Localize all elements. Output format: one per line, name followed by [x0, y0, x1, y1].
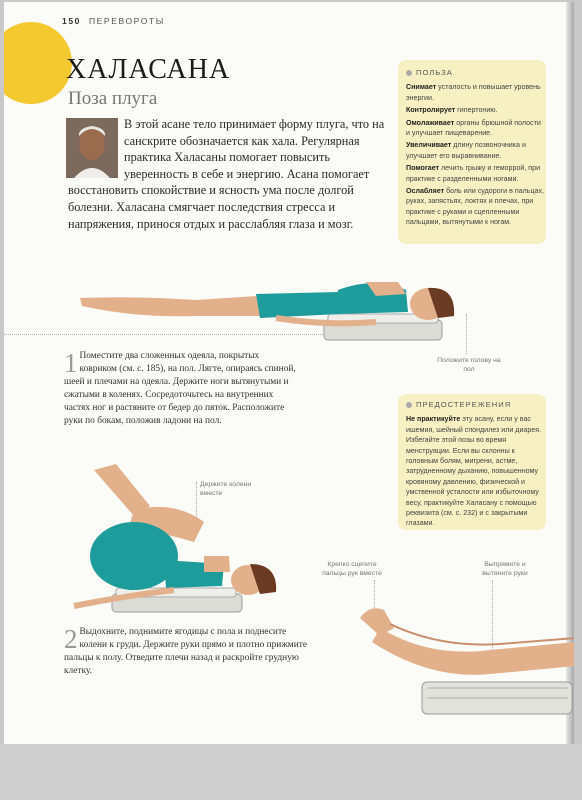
- yellow-circle-decoration: [4, 22, 72, 104]
- cautions-text: Не практикуйте эту асану, если у вас ишемия, шейный спондилез или диарея. Избегайте этой позы во время менструации. Если вы склонны к головным болям, мигрени, астме, затрудненному дыханию, повышенному кровяному давлению, физической и умственной усталости или избыточному весу, практикуйте Халасану с помощью реквизита (см. с. 232) и с закрытыми глазами.: [406, 415, 542, 528]
- cautions-heading: ПРЕДОСТЕРЕЖЕНИЯ: [406, 400, 546, 410]
- benefits-heading: ПОЛЬЗА: [406, 68, 546, 78]
- hand-clasp-detail-illustration: [350, 598, 574, 728]
- bullet-icon: [406, 402, 412, 408]
- scan-background: [0, 744, 582, 800]
- step-2-instructions: 2 Выдохните, поднимите ягодицы с пола и поднесите колени к груди. Держите руки прямо и плотно прижмите пальцы к полу. Отведите плечи назад и раскройте грудную клетку.: [64, 624, 308, 676]
- page-title: ХАЛАСАНА: [66, 54, 231, 85]
- bullet-icon: [406, 70, 412, 76]
- benefit-item: Снимает усталость и повышает уровень энергии.: [406, 83, 541, 102]
- benefit-item: Помогает лечить грыжу и геморрой, при практике с разделенными ногами.: [406, 164, 541, 183]
- cautions-panel: [398, 394, 546, 530]
- step-1-number: 1: [64, 348, 78, 378]
- benefit-item: Омолаживает органы брюшной полости и улучшает пищеварение.: [406, 118, 541, 138]
- caption-knees-together: Держите колени вместе: [200, 481, 252, 497]
- author-portrait: [66, 118, 118, 178]
- page-number: 150: [62, 16, 81, 26]
- book-page: [4, 2, 574, 744]
- step-1-instructions: 1 Поместите два сложенных одеяла, покрытых ковриком (см. с. 185), на пол. Лягте, опираясь спиной, шеей и плечами на одеяла. Держите ноги вытянутыми и сжатыми в коленях. Сосредоточьтесь на внутренних частях ног и растяните от бедер до пяток. Расположите руки по бокам, положив ладони на пол.: [64, 348, 296, 426]
- intro-text: В этой асане тело принимает форму плуга, что на санскрите обозначается как хала. Регулярная практика Халасаны помогает повысить уверенность в себе и энергию. Асана помогает восстановить спокойствие и ясность ума после долгой болезни. Халасана смягчает последствия стресса и напряжения, принося отдых и расслабляя глаза и мозг.: [68, 117, 385, 231]
- benefit-item: Увеличивает длину позвоночника и улучшает его выравнивание.: [406, 141, 526, 160]
- caption-clasp-fingers: Крепко сцепите пальцы рук вместе: [322, 561, 382, 577]
- section-name: ПЕРЕВОРОТЫ: [88, 16, 165, 26]
- caption-head-floor: Положите голову на пол: [437, 357, 501, 373]
- pose-1-lying-illustration: [76, 276, 516, 346]
- caption-pointer-line: [466, 314, 467, 354]
- page-subtitle: Поза плуга: [68, 88, 158, 109]
- benefits-panel: [398, 60, 546, 244]
- benefit-item: Контролирует гипертонию.: [406, 106, 498, 115]
- step-2-number: 2: [64, 624, 78, 654]
- benefits-list: [406, 82, 546, 227]
- pose-2-knees-to-chest-illustration: [54, 460, 304, 620]
- benefit-item: Ослабляет боль или судороги в пальцах, руках, запястьях, локтях и плечах, при практике с руками и сцепленными пальцами, вытянутыми к ногам.: [406, 187, 544, 227]
- running-header: [62, 16, 165, 26]
- caption-stretch-arms: Выпрямите и вытяните руки: [482, 561, 528, 577]
